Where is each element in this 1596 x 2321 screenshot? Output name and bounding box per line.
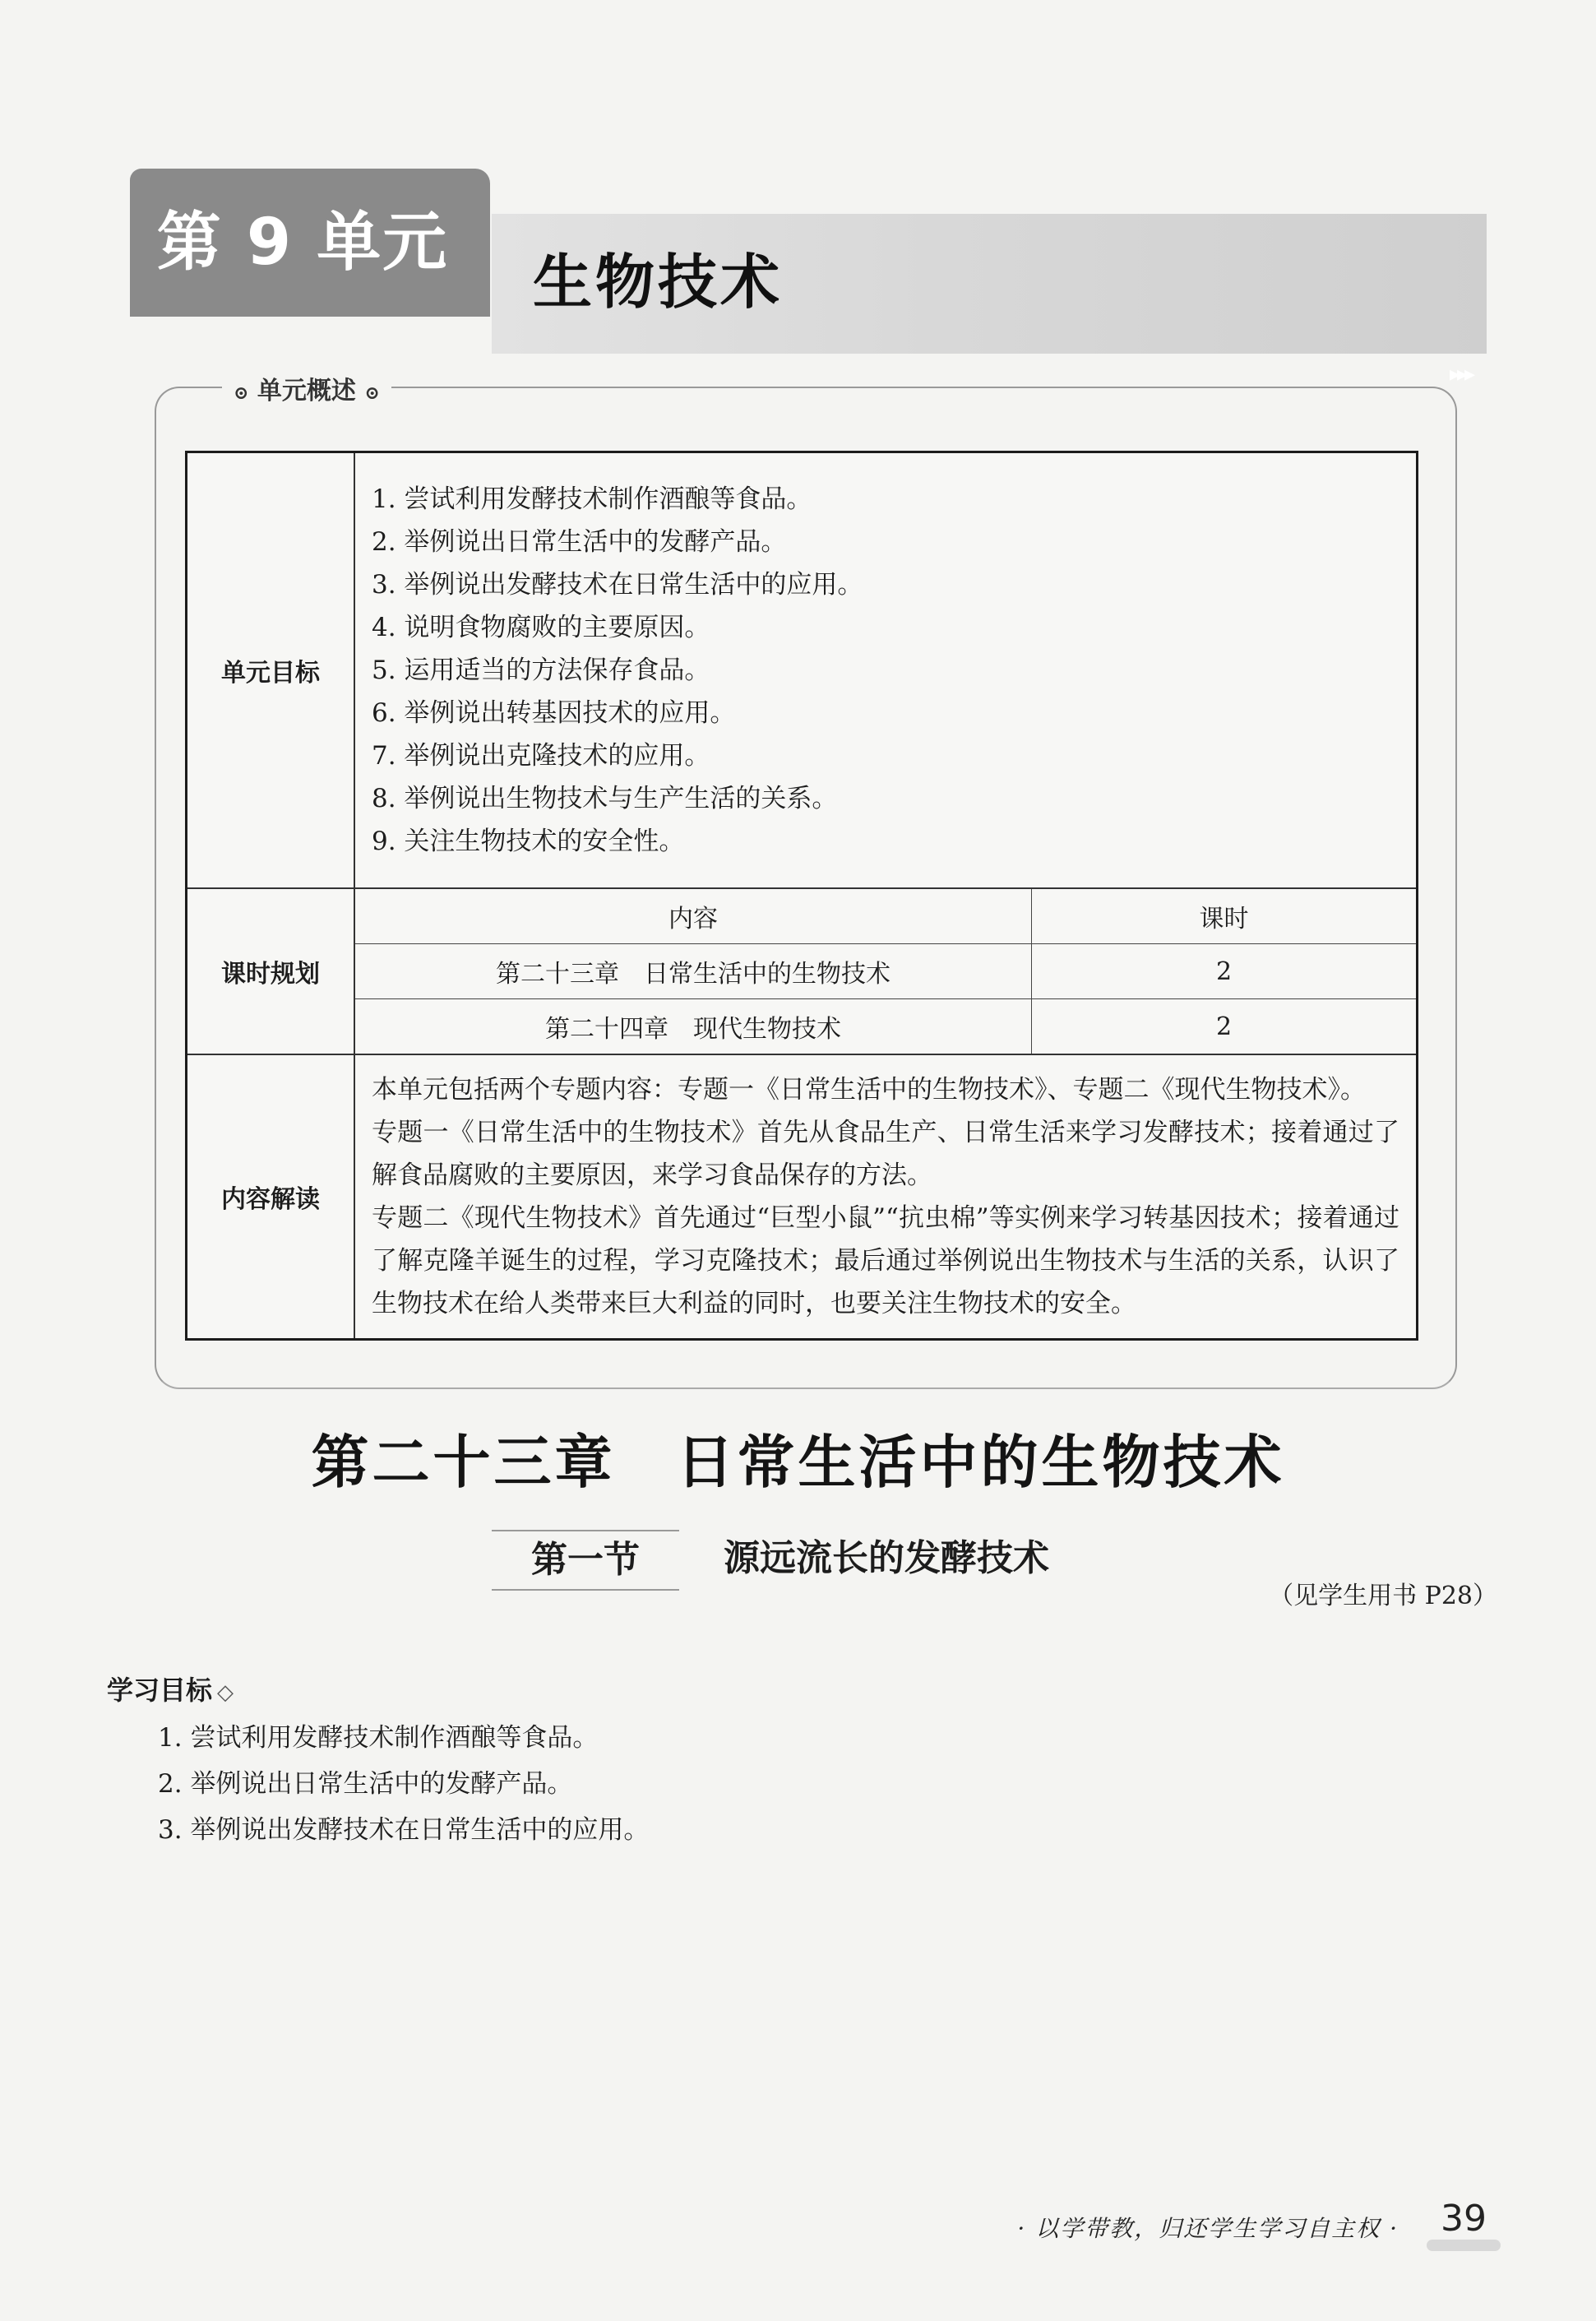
goal-item: 9. 关注生物技术的安全性。 <box>372 827 685 856</box>
table-row <box>355 999 1416 1054</box>
chapter-title: 第二十三章 日常生活中的生物技术 <box>311 1428 1285 1496</box>
circle-dot-icon: ⊙ <box>234 382 249 404</box>
arrow-icons: ▸▸▸ <box>1449 362 1472 387</box>
section-number: 第一节 <box>492 1530 679 1591</box>
column-header-hours: 课时 <box>1032 889 1417 944</box>
diamond-icon: ◇ <box>217 1680 234 1705</box>
reading-text <box>354 1054 1418 1340</box>
goal-item: 2. 举例说出日常生活中的发酵产品。 <box>372 527 787 557</box>
overview-table <box>185 451 1418 1341</box>
learning-goals-list <box>158 1715 649 1853</box>
lessons-row <box>187 888 1418 1054</box>
lesson-content: 第二十四章 现代生物技术 <box>355 999 1032 1054</box>
lessons-table <box>355 889 1416 1054</box>
goal-item: 4. 说明食物腐败的主要原因。 <box>372 613 710 642</box>
unit-label: 第 9 单元 <box>130 169 475 317</box>
unit-title: 生物技术 <box>533 248 784 317</box>
footer-motto: · 以学带教，归还学生学习自主权 · <box>1017 2215 1399 2242</box>
learning-goals-heading-text: 学习目标 <box>107 1675 213 1706</box>
student-book-reference: （见学生用书 P28） <box>1269 1582 1497 1610</box>
reading-paragraph: 专题二《现代生物技术》首先通过“巨型小鼠”“抗虫棉”等实例来学习转基因技术；接着通过了解克隆羊诞生的过程，学习克隆技术；最后通过举例说出生物技术与生活的关系，认识了生物技术在给人类带来巨大利益的同时，也要关注生物技术的安全。 <box>372 1203 1399 1318</box>
goal-item: 6. 举例说出转基因技术的应用。 <box>372 698 736 728</box>
section-title: 源远流长的发酵技术 <box>724 1537 1049 1579</box>
circle-dot-icon: ⊙ <box>364 382 380 404</box>
overview-heading-text: 单元概述 <box>257 377 356 405</box>
reading-paragraph: 本单元包括两个专题内容：专题一《日常生活中的生物技术》、专题二《现代生物技术》。 <box>372 1075 1366 1105</box>
reading-row-header: 内容解读 <box>187 1054 355 1340</box>
goal-item: 3. 举例说出发酵技术在日常生活中的应用。 <box>372 570 863 600</box>
list-item: 1. 尝试利用发酵技术制作酒酿等食品。 <box>158 1723 599 1753</box>
goal-item: 1. 尝试利用发酵技术制作酒酿等食品。 <box>372 484 812 514</box>
column-header-content: 内容 <box>355 889 1032 944</box>
learning-goals-heading <box>107 1670 234 1707</box>
reading-paragraph: 专题一《日常生活中的生物技术》首先从食品生产、日常生活来学习发酵技术；接着通过了解食品腐败的主要原因，来学习食品保存的方法。 <box>372 1118 1399 1190</box>
lessons-row-header: 课时规划 <box>187 888 355 1054</box>
unit-banner <box>130 169 1487 387</box>
goal-item: 8. 举例说出生物技术与生产生活的关系。 <box>372 784 838 813</box>
lesson-content: 第二十三章 日常生活中的生物技术 <box>355 944 1032 999</box>
overview-heading <box>222 370 391 406</box>
table-row <box>355 944 1416 999</box>
list-item: 3. 举例说出发酵技术在日常生活中的应用。 <box>158 1815 650 1845</box>
lesson-hours: 2 <box>1032 999 1417 1054</box>
goals-row-header: 单元目标 <box>187 452 355 889</box>
lessons-header-row <box>355 889 1416 944</box>
lesson-hours: 2 <box>1032 944 1417 999</box>
list-item: 2. 举例说出日常生活中的发酵产品。 <box>158 1769 573 1799</box>
goal-item: 7. 举例说出克隆技术的应用。 <box>372 741 710 771</box>
lessons-cell <box>354 888 1418 1054</box>
reading-row <box>187 1054 1418 1340</box>
goals-list <box>354 452 1418 889</box>
goals-row <box>187 452 1418 889</box>
goal-item: 5. 运用适当的方法保存食品。 <box>372 656 710 685</box>
page-number: 39 <box>1427 2198 1501 2240</box>
